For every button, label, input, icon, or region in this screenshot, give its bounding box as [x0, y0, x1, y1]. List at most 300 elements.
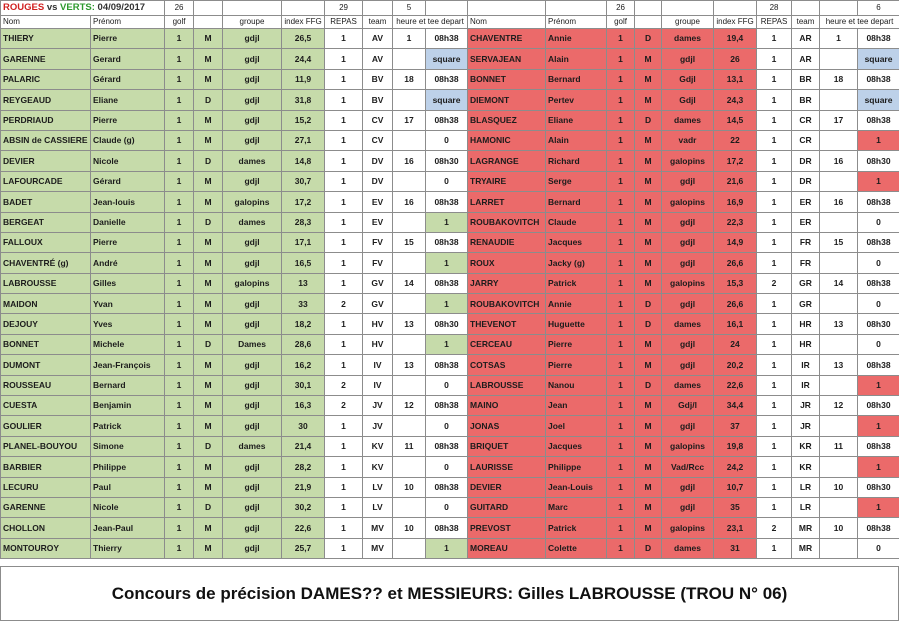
left-golf-cell: 1: [165, 253, 194, 273]
right-sexe-cell: M: [635, 436, 662, 456]
right-golf-cell: 1: [607, 49, 635, 69]
left-team-cell: KV: [363, 436, 393, 456]
table-row: [1, 171, 899, 191]
right-golf-cell: 1: [607, 29, 635, 49]
right-repas-cell: 1: [757, 497, 792, 517]
left-nom-cell: LABROUSSE: [1, 273, 91, 293]
right-team-cell: IR: [792, 355, 820, 375]
header-prenom: Prénom: [91, 16, 165, 29]
left-depart-cell: 08h30: [426, 151, 468, 171]
right-nom-cell: RENAUDIE: [468, 232, 546, 252]
left-hole-cell: 11: [393, 436, 426, 456]
right-depart-cell: 1: [858, 416, 899, 436]
table-row: [1, 497, 899, 517]
right-groupe-cell: gdjl: [662, 253, 714, 273]
left-nom-cell: ROUSSEAU: [1, 375, 91, 395]
left-depart-cell: 1: [426, 538, 468, 558]
right-prenom-cell: Bernard: [546, 192, 607, 212]
right-groupe-cell: gdjl: [662, 334, 714, 354]
left-groupe-cell: gdjl: [223, 457, 282, 477]
left-prenom-cell: Philippe: [91, 457, 165, 477]
right-repas-cell: 1: [757, 232, 792, 252]
right-nom-cell: MOREAU: [468, 538, 546, 558]
right-nom-cell: ROUBAKOVITCH: [468, 294, 546, 314]
right-repas-cell: 1: [757, 49, 792, 69]
right-golf-cell: 1: [607, 294, 635, 314]
left-hole-cell: 1: [393, 29, 426, 49]
left-depart-cell: 0: [426, 171, 468, 191]
right-nom-cell: BONNET: [468, 69, 546, 89]
left-team-cell: CV: [363, 110, 393, 130]
left-groupe-cell: gdjl: [223, 538, 282, 558]
right-nom-cell: JARRY: [468, 273, 546, 293]
left-hole-cell: [393, 253, 426, 273]
left-hole-cell: 16: [393, 192, 426, 212]
right-index-cell: 22: [714, 130, 757, 150]
right-index-cell: 10,7: [714, 477, 757, 497]
left-index-cell: 25,7: [282, 538, 325, 558]
right-repas-cell: 1: [757, 253, 792, 273]
right-team-cell: AR: [792, 49, 820, 69]
table-row: [1, 334, 899, 354]
right-prenom-cell: Nanou: [546, 375, 607, 395]
right-hole-cell: 14: [820, 273, 858, 293]
right-index-cell: 24: [714, 334, 757, 354]
left-depart-cell: 0: [426, 416, 468, 436]
right-hole-cell: 12: [820, 396, 858, 416]
left-sexe-cell: M: [194, 192, 223, 212]
left-prenom-cell: Nicole: [91, 151, 165, 171]
table-row: [1, 232, 899, 252]
right-index-cell: 26: [714, 49, 757, 69]
right-team-cell: IR: [792, 375, 820, 395]
left-depart-cell: square: [426, 90, 468, 110]
right-index-cell: 22,6: [714, 375, 757, 395]
left-depart-cell: 08h38: [426, 110, 468, 130]
left-prenom-cell: Gérard: [91, 171, 165, 191]
right-sexe-cell: M: [635, 396, 662, 416]
left-repas-count: 29: [325, 1, 363, 16]
left-index-cell: 13: [282, 273, 325, 293]
left-index-cell: 30,1: [282, 375, 325, 395]
right-groupe-cell: Vad/Rcc: [662, 457, 714, 477]
right-hole-cell: 18: [820, 69, 858, 89]
left-index-cell: 30,7: [282, 171, 325, 191]
right-golf-cell: 1: [607, 151, 635, 171]
left-sexe-cell: M: [194, 110, 223, 130]
left-sexe-cell: D: [194, 212, 223, 232]
right-repas-cell: 1: [757, 171, 792, 191]
table-row: [1, 416, 899, 436]
right-repas-cell: 1: [757, 130, 792, 150]
header-heure: heure et tee depart: [393, 16, 468, 29]
right-hole-cell: [820, 334, 858, 354]
left-index-cell: 17,2: [282, 192, 325, 212]
left-repas-cell: 1: [325, 171, 363, 191]
left-sexe-cell: M: [194, 29, 223, 49]
right-prenom-cell: Philippe: [546, 457, 607, 477]
right-prenom-cell: Colette: [546, 538, 607, 558]
right-nom-cell: COTSAS: [468, 355, 546, 375]
right-index-cell: 23,1: [714, 518, 757, 538]
left-hole-cell: 16: [393, 151, 426, 171]
right-nom-cell: JONAS: [468, 416, 546, 436]
right-nom-cell: THEVENOT: [468, 314, 546, 334]
right-depart-cell: 08h38: [858, 29, 899, 49]
header-team: team: [792, 16, 820, 29]
left-golf-cell: 1: [165, 294, 194, 314]
right-repas-cell: 2: [757, 273, 792, 293]
left-nom-cell: GOULIER: [1, 416, 91, 436]
left-hole-cell: 10: [393, 518, 426, 538]
left-sexe-cell: D: [194, 90, 223, 110]
right-hole-cell: 10: [820, 518, 858, 538]
right-repas-cell: 1: [757, 90, 792, 110]
left-golf-cell: 1: [165, 375, 194, 395]
right-repas-cell: 1: [757, 375, 792, 395]
right-team-cell: FR: [792, 232, 820, 252]
left-sexe-cell: M: [194, 130, 223, 150]
right-team-cell: BR: [792, 90, 820, 110]
left-hole-cell: [393, 130, 426, 150]
left-golf-cell: 1: [165, 171, 194, 191]
left-repas-cell: 1: [325, 314, 363, 334]
left-index-cell: 21,9: [282, 477, 325, 497]
left-nom-cell: GARENNE: [1, 49, 91, 69]
right-sexe-cell: M: [635, 232, 662, 252]
right-prenom-cell: Annie: [546, 29, 607, 49]
left-index-cell: 28,6: [282, 334, 325, 354]
left-hole-cell: 13: [393, 355, 426, 375]
right-golf-cell: 1: [607, 171, 635, 191]
right-index-cell: 20,2: [714, 355, 757, 375]
right-depart-cell: 1: [858, 457, 899, 477]
header-repas: REPAS: [325, 16, 363, 29]
left-nom-cell: THIERY: [1, 29, 91, 49]
left-sexe-cell: M: [194, 253, 223, 273]
left-team-cell: FV: [363, 253, 393, 273]
left-hole-cell: 15: [393, 232, 426, 252]
right-prenom-cell: Claude: [546, 212, 607, 232]
left-sexe-cell: M: [194, 477, 223, 497]
right-prenom-cell: Jacky (g): [546, 253, 607, 273]
left-golf-cell: 1: [165, 355, 194, 375]
right-repas-cell: 1: [757, 29, 792, 49]
left-nom-cell: CHAVENTRÉ (g): [1, 253, 91, 273]
left-team-cell: AV: [363, 29, 393, 49]
right-prenom-cell: Joel: [546, 416, 607, 436]
right-hole-cell: [820, 497, 858, 517]
right-depart-cell: 1: [858, 497, 899, 517]
right-golf-cell: 1: [607, 90, 635, 110]
right-prenom-cell: Patrick: [546, 273, 607, 293]
right-golf-cell: 1: [607, 334, 635, 354]
right-sexe-cell: M: [635, 171, 662, 191]
right-sexe-cell: M: [635, 518, 662, 538]
right-sexe-cell: M: [635, 130, 662, 150]
left-sexe-cell: D: [194, 497, 223, 517]
left-golf-cell: 1: [165, 518, 194, 538]
left-nom-cell: CUESTA: [1, 396, 91, 416]
left-repas-cell: 1: [325, 130, 363, 150]
right-groupe-cell: dames: [662, 538, 714, 558]
left-team-cell: GV: [363, 273, 393, 293]
right-prenom-cell: Jean-Louis: [546, 477, 607, 497]
right-sexe-cell: D: [635, 538, 662, 558]
right-index-cell: 24,2: [714, 457, 757, 477]
right-hole-cell: 17: [820, 110, 858, 130]
left-groupe-cell: gdjl: [223, 253, 282, 273]
left-hole-cell: [393, 497, 426, 517]
right-team-cell: HR: [792, 314, 820, 334]
left-groupe-cell: gdjl: [223, 29, 282, 49]
left-prenom-cell: Patrick: [91, 416, 165, 436]
left-team-cell: EV: [363, 212, 393, 232]
right-nom-cell: DIEMONT: [468, 90, 546, 110]
left-repas-cell: 1: [325, 253, 363, 273]
left-index-cell: 27,1: [282, 130, 325, 150]
table-row: [1, 90, 899, 110]
table-row: [1, 294, 899, 314]
left-repas-cell: 1: [325, 416, 363, 436]
table-row: [1, 355, 899, 375]
right-hole-cell: [820, 416, 858, 436]
right-hole-cell: 13: [820, 355, 858, 375]
left-nom-cell: PERDRIAUD: [1, 110, 91, 130]
left-index-cell: 14,8: [282, 151, 325, 171]
table-row: [1, 477, 899, 497]
right-nom-cell: ROUX: [468, 253, 546, 273]
header-row: [1, 16, 899, 29]
right-prenom-cell: Bernard: [546, 69, 607, 89]
left-depart-cell: 08h38: [426, 436, 468, 456]
right-repas-cell: 1: [757, 294, 792, 314]
left-repas-cell: 1: [325, 90, 363, 110]
left-prenom-cell: Claude (g): [91, 130, 165, 150]
right-prenom-cell: Patrick: [546, 518, 607, 538]
left-groupe-cell: gdjl: [223, 518, 282, 538]
right-prenom-cell: Richard: [546, 151, 607, 171]
left-hole-cell: [393, 294, 426, 314]
header-team: team: [363, 16, 393, 29]
left-groupe-cell: gdjl: [223, 232, 282, 252]
left-index-cell: 17,1: [282, 232, 325, 252]
left-index-cell: 24,4: [282, 49, 325, 69]
right-index-cell: 16,1: [714, 314, 757, 334]
left-nom-cell: FALLOUX: [1, 232, 91, 252]
right-golf-cell: 1: [607, 497, 635, 517]
left-sexe-cell: D: [194, 334, 223, 354]
right-team-cell: DR: [792, 151, 820, 171]
left-depart-cell: 0: [426, 375, 468, 395]
left-golf-cell: 1: [165, 90, 194, 110]
right-depart-cell: 08h38: [858, 355, 899, 375]
right-hole-cell: 11: [820, 436, 858, 456]
right-sexe-cell: M: [635, 253, 662, 273]
right-sexe-cell: M: [635, 212, 662, 232]
right-groupe-cell: dames: [662, 29, 714, 49]
right-team-cell: LR: [792, 477, 820, 497]
left-index-cell: 15,2: [282, 110, 325, 130]
right-index-cell: 17,2: [714, 151, 757, 171]
right-team-cell: MR: [792, 518, 820, 538]
left-repas-cell: 1: [325, 212, 363, 232]
left-depart-cell: 0: [426, 457, 468, 477]
left-groupe-cell: gdjl: [223, 90, 282, 110]
right-prenom-cell: Huguette: [546, 314, 607, 334]
right-sexe-cell: M: [635, 192, 662, 212]
left-index-cell: 16,3: [282, 396, 325, 416]
left-repas-cell: 1: [325, 232, 363, 252]
right-hole-cell: [820, 90, 858, 110]
table-row: [1, 314, 899, 334]
right-golf-cell: 1: [607, 518, 635, 538]
right-team-cell: GR: [792, 294, 820, 314]
right-index-cell: 24,3: [714, 90, 757, 110]
left-golf-cell: 1: [165, 273, 194, 293]
left-golf-cell: 1: [165, 212, 194, 232]
left-prenom-cell: André: [91, 253, 165, 273]
right-prenom-cell: Eliane: [546, 110, 607, 130]
left-index-cell: 30: [282, 416, 325, 436]
right-hole-cell: 13: [820, 314, 858, 334]
right-prenom-cell: Pertev: [546, 90, 607, 110]
left-depart-cell: 08h38: [426, 396, 468, 416]
right-index-cell: 35: [714, 497, 757, 517]
left-repas-cell: 2: [325, 396, 363, 416]
right-prenom-cell: Alain: [546, 130, 607, 150]
header-repas: REPAS: [757, 16, 792, 29]
left-groupe-cell: gdjl: [223, 110, 282, 130]
left-nom-cell: REYGEAUD: [1, 90, 91, 110]
left-repas-cell: 1: [325, 436, 363, 456]
right-depart-cell: 08h38: [858, 436, 899, 456]
left-sexe-cell: M: [194, 355, 223, 375]
left-team-cell: LV: [363, 497, 393, 517]
left-nom-cell: DEVIER: [1, 151, 91, 171]
left-repas-cell: 2: [325, 294, 363, 314]
right-hole-cell: 15: [820, 232, 858, 252]
left-golf-cell: 1: [165, 192, 194, 212]
left-golf-cell: 1: [165, 334, 194, 354]
right-groupe-cell: vadr: [662, 130, 714, 150]
right-index-cell: 34,4: [714, 396, 757, 416]
left-nom-cell: CHOLLON: [1, 518, 91, 538]
right-hole-cell: [820, 130, 858, 150]
left-groupe-cell: galopins: [223, 192, 282, 212]
footer-banner: Concours de précision DAMES?? et MESSIEURS: Gilles LABROUSSE (TROU N° 06): [0, 566, 899, 621]
right-golf-cell: 1: [607, 212, 635, 232]
left-sexe-cell: M: [194, 396, 223, 416]
right-groupe-cell: gdjl: [662, 212, 714, 232]
right-index-cell: 15,3: [714, 273, 757, 293]
right-hole-cell: 10: [820, 477, 858, 497]
right-golf-cell: 1: [607, 110, 635, 130]
right-depart-cell: 08h38: [858, 110, 899, 130]
left-prenom-cell: Danielle: [91, 212, 165, 232]
right-groupe-cell: gdjl: [662, 232, 714, 252]
left-prenom-cell: Pierre: [91, 29, 165, 49]
right-groupe-cell: dames: [662, 314, 714, 334]
left-depart-cell: 1: [426, 294, 468, 314]
left-hole-cell: [393, 375, 426, 395]
left-sexe-cell: M: [194, 375, 223, 395]
right-golf-cell: 1: [607, 273, 635, 293]
right-golf-cell: 1: [607, 396, 635, 416]
left-hole-cell: 14: [393, 273, 426, 293]
right-nom-cell: MAINO: [468, 396, 546, 416]
right-team-cell: CR: [792, 110, 820, 130]
left-prenom-cell: Nicole: [91, 497, 165, 517]
right-hole-cell: 16: [820, 151, 858, 171]
right-index-cell: 22,3: [714, 212, 757, 232]
right-team-cell: CR: [792, 130, 820, 150]
left-prenom-cell: Bernard: [91, 375, 165, 395]
left-sexe-cell: M: [194, 49, 223, 69]
left-prenom-cell: Eliane: [91, 90, 165, 110]
right-nom-cell: BLASQUEZ: [468, 110, 546, 130]
left-depart-cell: 08h38: [426, 518, 468, 538]
right-repas-cell: 1: [757, 477, 792, 497]
right-depart-cell: 08h38: [858, 518, 899, 538]
left-prenom-cell: Thierry: [91, 538, 165, 558]
right-sexe-cell: M: [635, 477, 662, 497]
left-repas-cell: 1: [325, 29, 363, 49]
left-hole-cell: 18: [393, 69, 426, 89]
left-nom-cell: ABSIN de CASSIERE: [1, 130, 91, 150]
left-golf-cell: 1: [165, 29, 194, 49]
left-golf-count: 26: [165, 1, 194, 16]
right-golf-cell: 1: [607, 416, 635, 436]
left-nom-cell: BONNET: [1, 334, 91, 354]
left-repas-cell: 1: [325, 538, 363, 558]
left-groupe-cell: gdjl: [223, 375, 282, 395]
left-golf-cell: 1: [165, 232, 194, 252]
left-index-cell: 11,9: [282, 69, 325, 89]
left-nom-cell: BARBIER: [1, 457, 91, 477]
left-index-cell: 28,3: [282, 212, 325, 232]
right-team-cell: BR: [792, 69, 820, 89]
left-prenom-cell: Jean-Paul: [91, 518, 165, 538]
left-groupe-cell: gdjl: [223, 396, 282, 416]
right-team-cell: KR: [792, 457, 820, 477]
header-golf: golf: [165, 16, 194, 29]
right-golf-cell: 1: [607, 457, 635, 477]
left-prenom-cell: Gilles: [91, 273, 165, 293]
left-team-cell: JV: [363, 396, 393, 416]
table-row: [1, 375, 899, 395]
right-team-cell: ER: [792, 192, 820, 212]
left-index-cell: 30,2: [282, 497, 325, 517]
left-golf-cell: 1: [165, 477, 194, 497]
right-groupe-cell: dames: [662, 375, 714, 395]
left-golf-cell: 1: [165, 49, 194, 69]
left-team-cell: MV: [363, 538, 393, 558]
left-repas-cell: 1: [325, 477, 363, 497]
right-sexe-cell: M: [635, 90, 662, 110]
right-golf-cell: 1: [607, 477, 635, 497]
left-repas-cell: 1: [325, 69, 363, 89]
right-golf-cell: 1: [607, 130, 635, 150]
right-groupe-cell: gdjl: [662, 355, 714, 375]
right-golf-cell: 1: [607, 355, 635, 375]
left-team-cell: LV: [363, 477, 393, 497]
left-repas-cell: 1: [325, 497, 363, 517]
left-nom-cell: PALARIC: [1, 69, 91, 89]
left-sexe-cell: M: [194, 69, 223, 89]
right-sexe-cell: M: [635, 69, 662, 89]
left-depart-cell: 0: [426, 497, 468, 517]
